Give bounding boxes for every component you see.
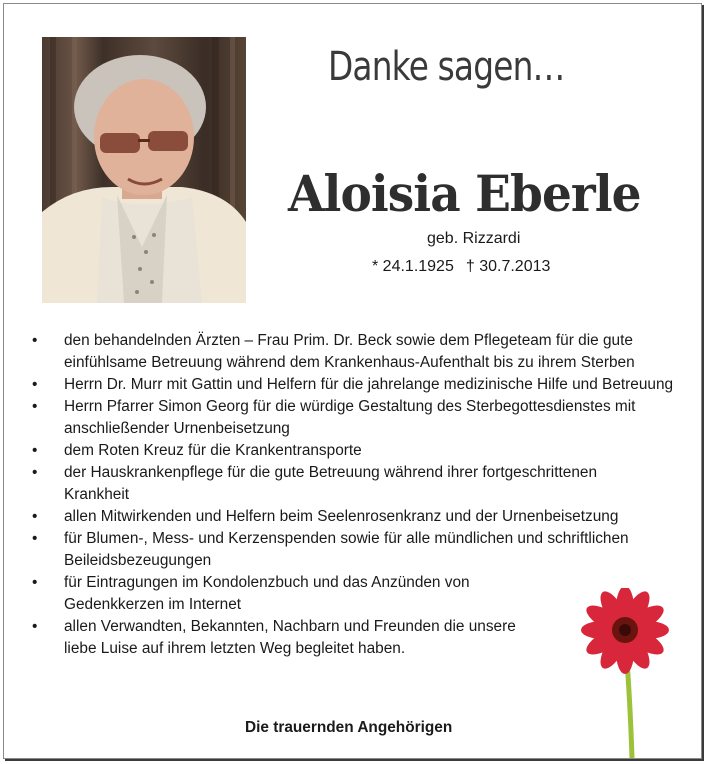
bullet: • bbox=[32, 530, 38, 547]
life-dates bbox=[372, 258, 550, 276]
bullet: • bbox=[32, 464, 38, 481]
list-item bbox=[0, 528, 707, 572]
bullet: • bbox=[32, 618, 38, 635]
list-item-text: Herrn Pfarrer Simon Georg für die würdige Gestaltung des Sterbegottesdienstes mit anschließender Urnenbeisetzung bbox=[64, 398, 636, 437]
list-item bbox=[0, 506, 707, 528]
list-item bbox=[0, 374, 707, 396]
headline-title: Danke sagen… bbox=[328, 44, 565, 90]
portrait-photo bbox=[42, 37, 246, 303]
list-item bbox=[0, 440, 707, 462]
list-item-text: der Hauskrankenpflege für die gute Betreuung während ihrer fortgeschrittenen Krankheit bbox=[64, 464, 598, 503]
bullet: • bbox=[32, 332, 38, 349]
list-item-text: allen Verwandten, Bekannten, Nachbarn und Freunden die unsere liebe Luise auf ihrem letzten Weg begleitet haben. bbox=[64, 618, 516, 657]
list-item-text: für Blumen-, Mess- und Kerzenspenden sowie für alle mündlichen und schriftlichen Beileidsbezeugungen bbox=[64, 530, 629, 569]
portrait-illustration bbox=[42, 37, 246, 303]
bullet: • bbox=[32, 442, 38, 459]
list-item bbox=[0, 462, 707, 506]
list-item-text: den behandelnden Ärzten – Frau Prim. Dr. Beck sowie dem Pflegeteam für die gute einfühlsame Betreuung während dem Krankenhaus-Aufenthalt bis zu ihrem Sterben bbox=[64, 332, 635, 371]
list-item bbox=[0, 396, 707, 440]
birth-date: * 24.1.1925 bbox=[372, 258, 454, 275]
maiden-name: geb. Rizzardi bbox=[427, 230, 521, 247]
gerbera-flower-icon bbox=[560, 588, 690, 758]
deceased-name: Aloisia Eberle bbox=[288, 164, 641, 223]
list-item bbox=[0, 330, 707, 374]
bullet: • bbox=[32, 574, 38, 591]
signature: Die trauernden Angehörigen bbox=[245, 719, 453, 736]
list-item-text: Herrn Dr. Murr mit Gattin und Helfern für die jahrelange medizinische Hilfe und Betreuung bbox=[64, 376, 674, 393]
bullet: • bbox=[32, 508, 38, 525]
list-item-text: für Eintragungen im Kondolenzbuch und das Anzünden von Gedenkkerzen im Internet bbox=[64, 574, 470, 613]
list-item-text: allen Mitwirkenden und Helfern beim Seelenrosenkranz und der Urnenbeisetzung bbox=[64, 508, 619, 525]
list-item-text: dem Roten Kreuz für die Krankentransporte bbox=[64, 442, 362, 459]
bullet: • bbox=[32, 398, 38, 415]
death-date: † 30.7.2013 bbox=[465, 258, 551, 275]
bullet: • bbox=[32, 376, 38, 393]
